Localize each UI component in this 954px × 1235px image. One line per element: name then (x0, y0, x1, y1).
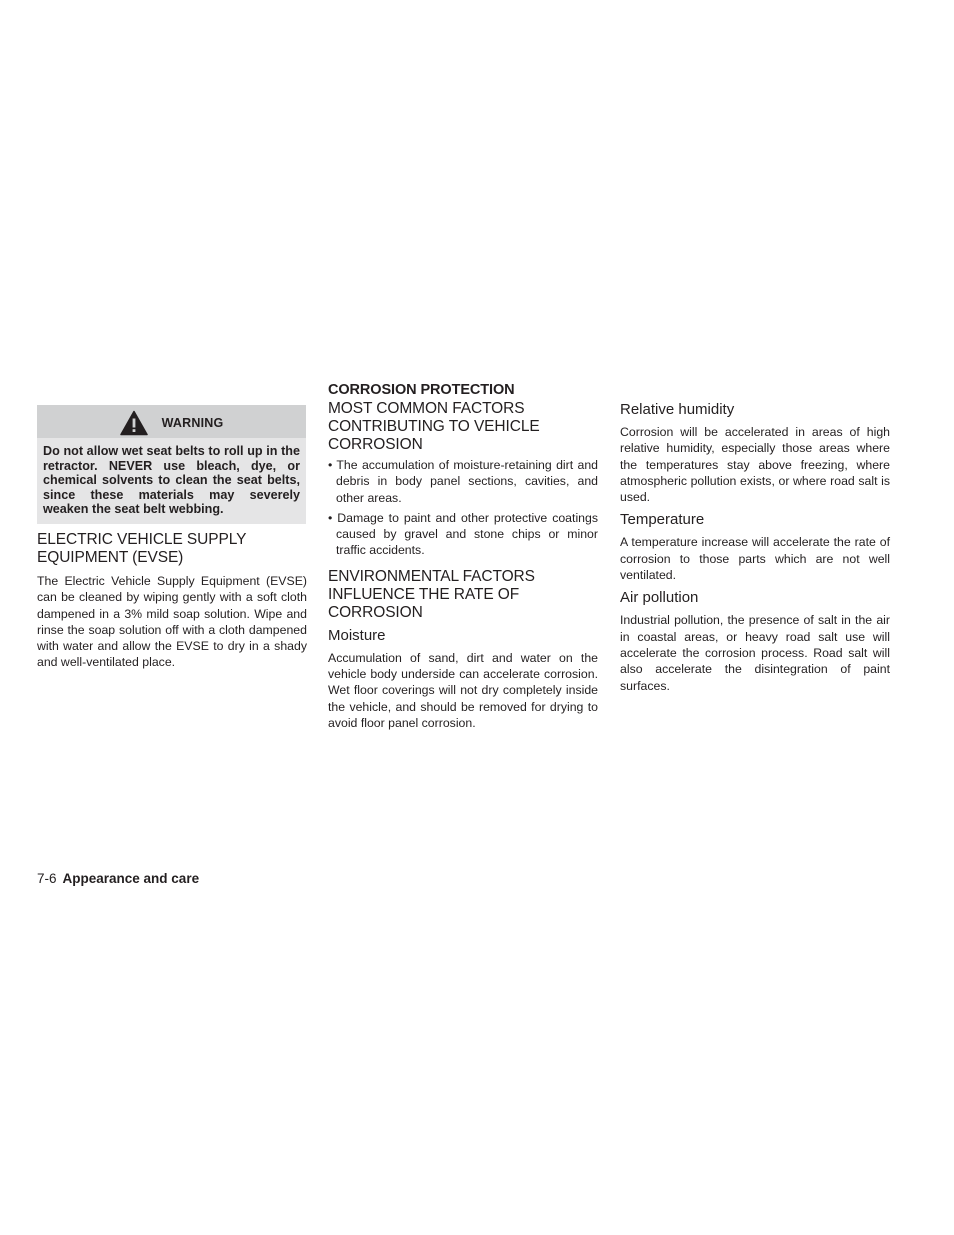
list-item: • Damage to paint and other protective coatings caused by gravel and stone chips or minor traffic accidents. (328, 510, 598, 558)
warning-box (37, 405, 306, 524)
warning-header (37, 405, 306, 438)
humidity-heading: Relative humidity (620, 401, 735, 418)
humidity-text: Corrosion will be accelerated in areas of high relative humidity, especially those areas where the temperatures stay above freezing, where atmospheric pollution exists, or where road salt is used. (620, 425, 890, 505)
warning-text: Do not allow wet seat belts to roll up in the retractor. NEVER use bleach, dye, or chemical solvents to clean the seat belts, since these materials may severely weaken the seat belt webbing. (43, 444, 300, 517)
warning-title: WARNING (161, 415, 224, 430)
evse-heading: ELECTRIC VEHICLE SUPPLY EQUIPMENT (EVSE) (37, 530, 247, 566)
corrosion-heading: CORROSION PROTECTION (328, 382, 515, 398)
pollution-text: Industrial pollution, the presence of salt in the air in coastal areas, or heavy road salt use will accelerate the corrosion process. Road salt will also accelerate the disintegration of paint surfaces. (620, 613, 890, 693)
evse-text: The Electric Vehicle Supply Equipment (EVSE) can be cleaned by wiping gently with a soft cloth dampened in a 3% mild soap solution. Wipe and rinse the soap solution off with a cloth dampened with water and allow the EVSE to dry in a shady and well-ventilated place. (37, 573, 307, 670)
page-number: 7-6 (37, 871, 57, 886)
factors-list (328, 457, 598, 559)
column-middle (328, 380, 598, 731)
pollution-heading: Air pollution (620, 589, 699, 607)
moisture-heading: Moisture (328, 626, 386, 644)
factors-heading: MOST COMMON FACTORS CONTRIBUTING TO VEHICLE CORROSION (328, 400, 540, 453)
temperature-text: A temperature increase will accelerate the rate of corrosion to those parts which are not well ventilated. (620, 535, 890, 583)
environmental-heading: ENVIRONMENTAL FACTORS INFLUENCE THE RATE OF CORROSION (328, 567, 535, 621)
page-footer (37, 871, 199, 886)
column-right (620, 401, 890, 694)
section-title: Appearance and care (62, 871, 200, 886)
moisture-text: Accumulation of sand, dirt and water on the vehicle body underside can accelerate corrosion. Wet floor coverings will not dry completely inside the vehicle, and should be removed for drying to avoid floor panel corrosion. (328, 650, 598, 730)
temperature-heading: Temperature (620, 511, 705, 529)
list-item: • The accumulation of moisture-retaining dirt and debris in body panel sections, cavities, and other areas. (328, 458, 598, 505)
column-left (37, 380, 307, 671)
warning-triangle-icon (120, 410, 148, 436)
